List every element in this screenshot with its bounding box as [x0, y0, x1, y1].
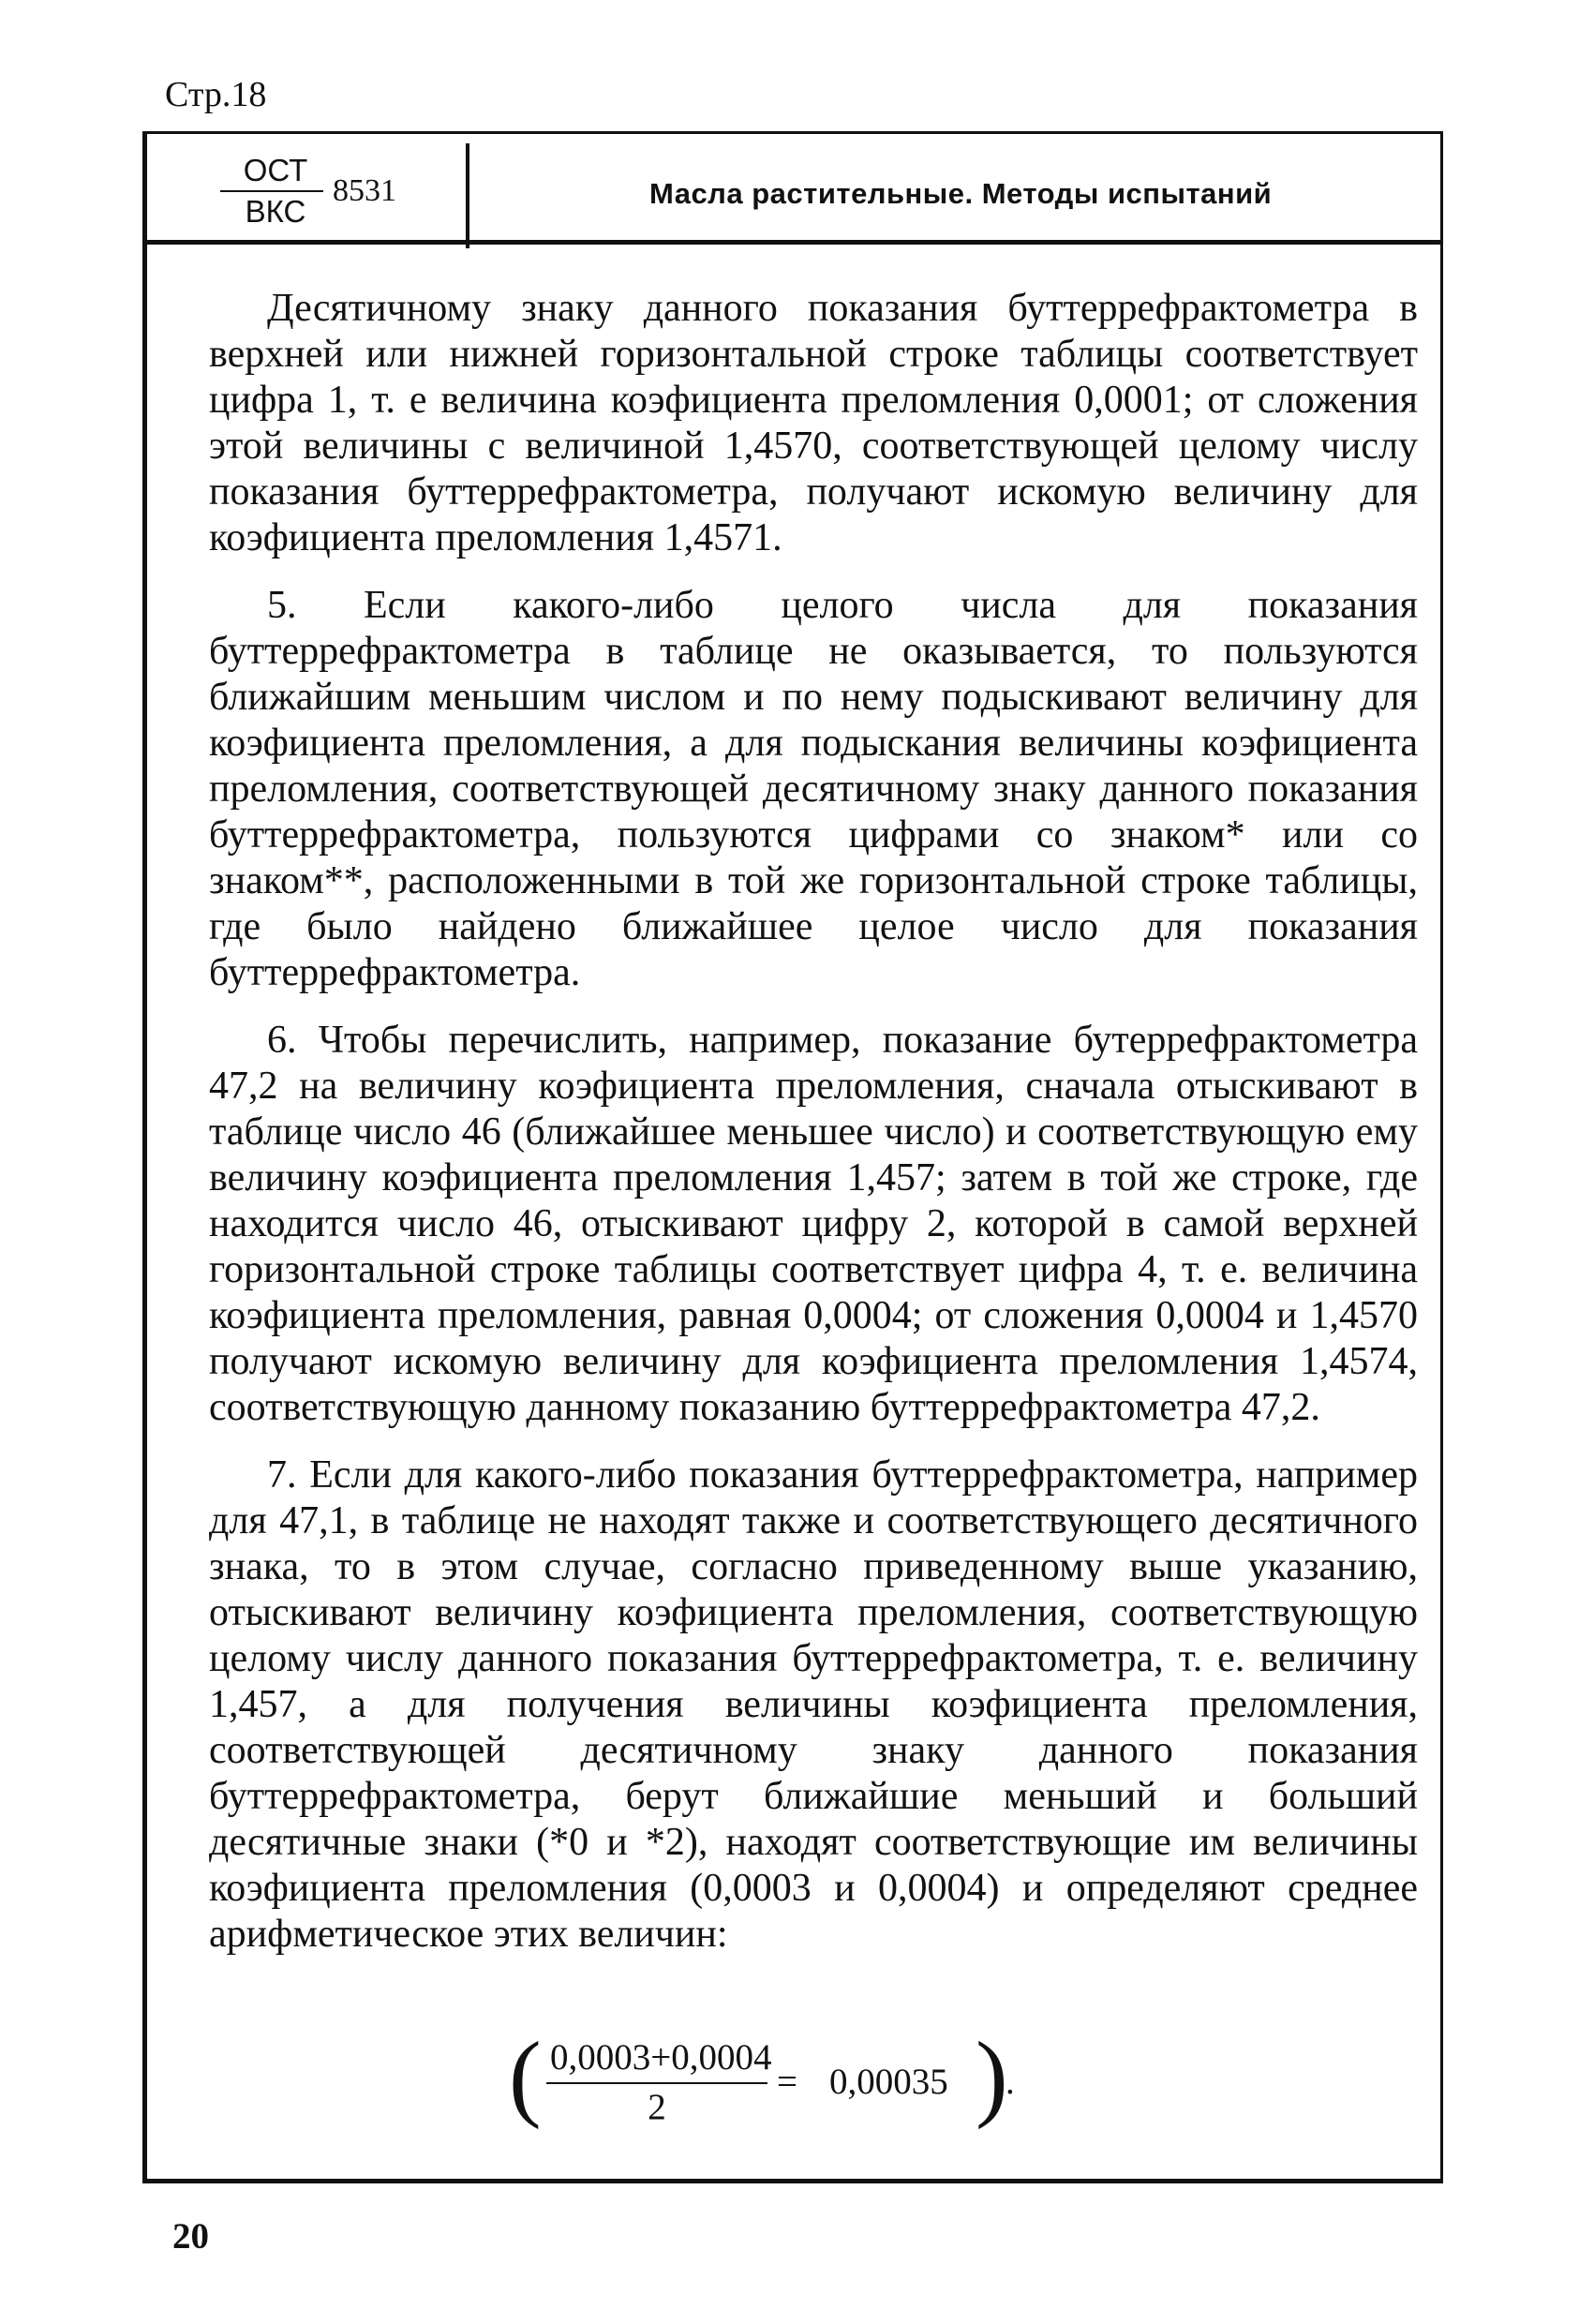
standard-fraction-line	[220, 190, 323, 192]
document-header	[147, 134, 1440, 245]
document-body	[209, 286, 1418, 1979]
standard-bottom-label: ВКС	[245, 194, 306, 229]
page-number: 20	[172, 2216, 209, 2257]
formula-equals: =	[777, 2062, 797, 2102]
formula-left-paren: (	[509, 2022, 542, 2130]
paragraph-7: 7. Если для какого-либо показания буттеррефрактометра, например для 47,1, в таблице не находят также и соответствующего десятичного знака, то в этом случае, согласно приведенному выше указанию, отыскивают величину коэфициента преломления, соответствующую целому числу данного показания буттеррефрактометра, т. е. величину 1,457, а для получения величины коэфициента преломления, соответствующей десятичному знаку данного показания буттеррефрактометра, берут ближайшие меньший и больший десятичные знаки (*0 и *2), находят соответствующие им величины коэфициента преломления (0,0003 и 0,0004) и определяют среднее арифметическое этих величин:	[209, 1453, 1418, 1956]
paragraph-5: 5. Если какого-либо целого числа для показания буттеррефрактометра в таблице не оказывается, то пользуются ближайшим меньшим числом и по нему подыскивают величину для коэфициента преломления, а для подыскания величины коэфициента преломления, соответствующей десятичному знаку данного показания буттеррефрактометра, пользуются цифрами со знаком* или со знаком**, расположенными в той же горизонтальной строке таблицы, где было найдено ближайшее целое число для показания буттеррефрактометра.	[209, 584, 1418, 994]
standard-number: 8531	[333, 173, 396, 208]
average-formula	[509, 2022, 1090, 2138]
page-label: Стр.18	[165, 75, 267, 114]
formula-fraction-line	[546, 2082, 767, 2084]
paragraph-6: 6. Чтобы перечислить, например, показание бутеррефрактометра 47,2 на величину коэфициента преломления, сначала отыскивают в таблице число 46 (ближайшее меньшее число) и соответствующую ему величину коэфициента преломления 1,457; затем в той же строке, где находится число 46, отыскивают цифру 2, которой в самой верхней горизонтальной строке таблицы соответствует цифра 4, т. е. величина коэфициента преломления, равная 0,0004; от сложения 0,0004 и 1,4570 получают искомую величину для коэфициента преломления 1,4574, соответствующую данному показанию буттеррефрактометра 47,2.	[209, 1019, 1418, 1429]
page-frame	[142, 131, 1443, 2183]
header-divider	[466, 143, 469, 248]
formula-period: .	[1006, 2062, 1015, 2102]
standard-top-label: ОСТ	[243, 153, 308, 187]
paragraph-intro: Десятичному знаку данного показания буттеррефрактометра в верхней или нижней горизонтальной строке таблицы соответствует цифра 1, т. е величина коэфициента преломления 0,0001; от сложения этой величины с величиной 1,4570, соответствующей целому числу показания буттеррефрактометра, получают искомую величину для коэфициента преломления 1,4571.	[209, 287, 1418, 559]
document-title: Масла растительные. Методы испытаний	[649, 177, 1273, 210]
standard-designation	[194, 153, 466, 237]
formula-denominator: 2	[648, 2087, 666, 2127]
formula-right-paren: )	[976, 2022, 1008, 2130]
formula-result: 0,00035	[829, 2062, 948, 2102]
formula-numerator: 0,0003+0,0004	[550, 2037, 772, 2078]
